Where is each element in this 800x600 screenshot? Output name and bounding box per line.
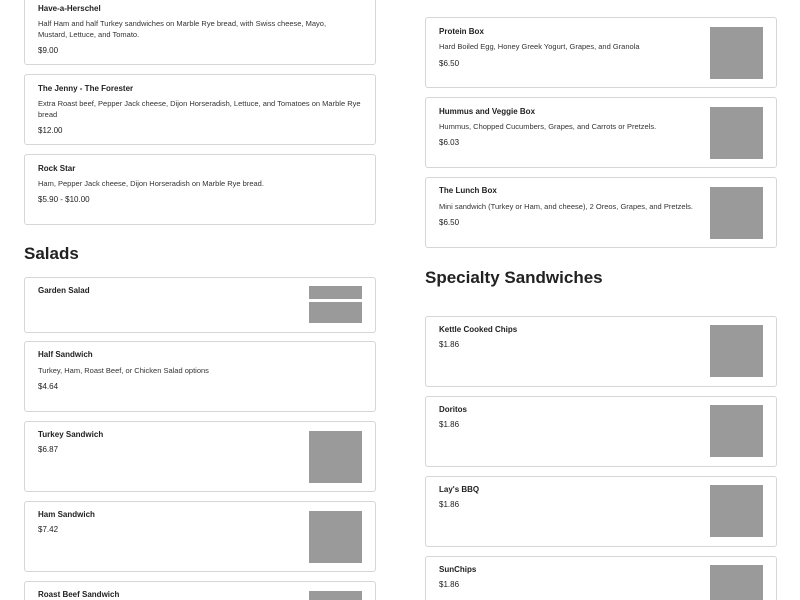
menu-item-name: Kettle Cooked Chips — [439, 325, 518, 334]
menu-item-card[interactable] — [425, 177, 777, 248]
menu-item-name: Lay's BBQ — [439, 485, 480, 494]
section-heading-salads: Salads — [24, 244, 79, 263]
menu-item-card[interactable] — [425, 556, 777, 600]
menu-item-card[interactable] — [425, 17, 777, 88]
menu-item-price: $12.00 — [38, 126, 63, 135]
menu-item-image — [309, 511, 362, 563]
menu-item-card[interactable] — [24, 341, 376, 412]
menu-item-card[interactable] — [24, 0, 376, 65]
menu-item-price: $1.86 — [439, 580, 460, 589]
menu-item-price: $1.86 — [439, 340, 460, 349]
menu-item-name: Doritos — [439, 405, 467, 414]
menu-item-image — [710, 325, 763, 377]
menu-item-card[interactable] — [24, 421, 376, 492]
menu-item-name: Turkey Sandwich — [38, 430, 104, 439]
menu-item-name: SunChips — [439, 565, 477, 574]
menu-item-price: $6.50 — [439, 59, 460, 68]
menu-item-name: Garden Salad — [38, 286, 90, 295]
menu-item-image — [710, 27, 763, 79]
menu-item-name: The Jenny - The Forester — [38, 84, 134, 93]
section-heading-specialty-sandwiches: Specialty Sandwiches — [425, 268, 603, 287]
menu-item-card[interactable] — [425, 97, 777, 168]
menu-item-name: Roast Beef Sandwich — [38, 590, 120, 599]
menu-item-description: Hard Boiled Egg, Honey Greek Yogurt, Grapes, and Granola — [439, 42, 640, 51]
menu-item-card[interactable] — [24, 581, 376, 600]
menu-item-price: $1.86 — [439, 500, 460, 509]
menu-item-image — [710, 405, 763, 457]
menu-item-card[interactable] — [24, 501, 376, 572]
menu-item-price: $6.87 — [38, 445, 59, 454]
menu-item-price: $6.50 — [439, 218, 460, 227]
menu-item-name: The Lunch Box — [439, 186, 497, 195]
menu-item-description: Turkey, Ham, Roast Beef, or Chicken Salad options — [38, 366, 209, 375]
menu-item-name: Have-a-Herschel — [38, 4, 101, 13]
menu-item-image — [309, 431, 362, 483]
menu-item-price: $9.00 — [38, 46, 59, 55]
menu-item-card[interactable] — [425, 476, 777, 547]
menu-item-description: Extra Roast beef, Pepper Jack cheese, Dijon Horseradish, Lettuce, and Tomatoes on Marble Rye bread — [38, 99, 361, 119]
menu-item-card[interactable] — [24, 74, 376, 145]
menu-item-card[interactable] — [24, 154, 376, 225]
menu-item-image — [710, 565, 763, 600]
menu-item-image — [309, 591, 362, 600]
menu-item-image — [309, 286, 362, 323]
menu-item-price: $6.03 — [439, 138, 460, 147]
menu-item-image — [710, 485, 763, 537]
menu-item-name: Half Sandwich — [38, 350, 93, 359]
menu-item-description: Ham, Pepper Jack cheese, Dijon Horseradish on Marble Rye bread. — [38, 179, 264, 188]
menu-item-price: $1.86 — [439, 420, 460, 429]
menu-item-description: Mini sandwich (Turkey or Ham, and cheese), 2 Oreos, Grapes, and Pretzels. — [439, 202, 693, 211]
menu-item-name: Hummus and Veggie Box — [439, 107, 536, 116]
scroll-seam — [25, 299, 375, 302]
menu-item-description: Half Ham and half Turkey sandwiches on Marble Rye bread, with Swiss cheese, Mayo, Mustard, Lettuce, and Tomato. — [38, 19, 327, 39]
menu-item-name: Ham Sandwich — [38, 510, 95, 519]
menu-item-name: Rock Star — [38, 164, 76, 173]
menu-item-image — [710, 107, 763, 159]
menu-item-price: $4.64 — [38, 382, 59, 391]
menu-item-image — [710, 187, 763, 239]
menu-item-card[interactable] — [24, 277, 376, 333]
menu-item-card[interactable] — [425, 316, 777, 387]
menu-item-price: $7.42 — [38, 525, 59, 534]
menu-item-card[interactable] — [425, 396, 777, 467]
menu-item-description: Hummus, Chopped Cucumbers, Grapes, and Carrots or Pretzels. — [439, 122, 657, 131]
menu-item-price: $5.90 - $10.00 — [38, 195, 90, 204]
menu-item-name: Protein Box — [439, 27, 484, 36]
